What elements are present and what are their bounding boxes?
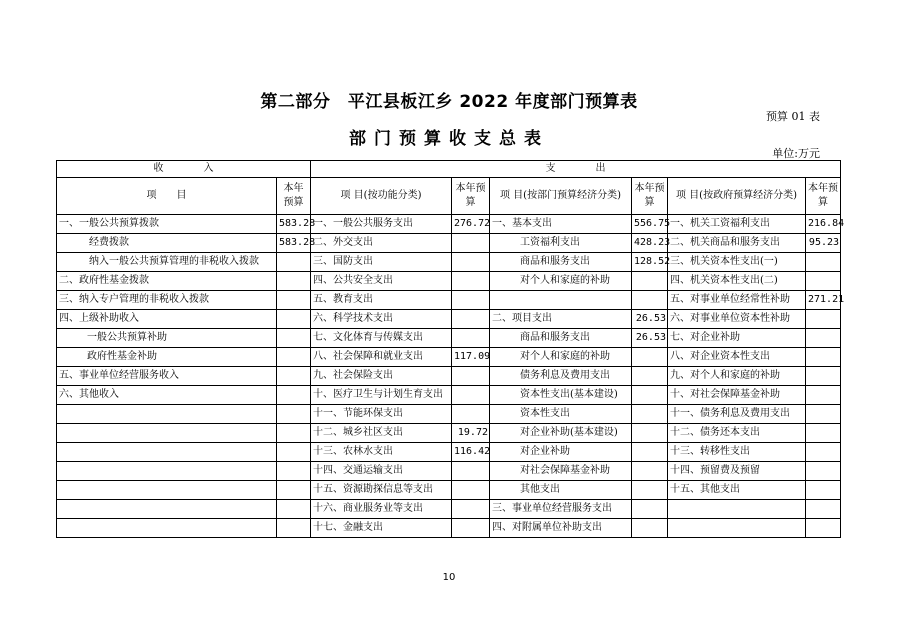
gov-econ-item: 十、对社会保障基金补助	[668, 386, 806, 405]
func-item: 十二、城乡社区支出	[311, 424, 452, 443]
table-row	[57, 443, 841, 462]
dept-econ-item: 资本性支出	[490, 405, 632, 424]
table-subtitle: 部门预算收支总表	[349, 129, 549, 149]
dept-econ-item: 二、项目支出	[490, 310, 632, 329]
income-amount	[277, 462, 311, 481]
col-header-gov-econ: 项 目(按政府预算经济分类)	[668, 178, 806, 215]
dept-econ-amount	[632, 519, 668, 538]
dept-econ-amount	[632, 500, 668, 519]
dept-econ-item: 工资福利支出	[490, 234, 632, 253]
dept-econ-amount	[632, 386, 668, 405]
income-amount: 583.28	[277, 234, 311, 253]
table-row	[57, 329, 841, 348]
gov-econ-amount	[806, 424, 841, 443]
dept-econ-amount	[632, 462, 668, 481]
table-column-header	[57, 178, 841, 215]
table-group-header	[57, 161, 841, 178]
func-amount	[452, 291, 490, 310]
func-amount: 117.09	[452, 348, 490, 367]
func-amount	[452, 329, 490, 348]
func-item: 九、社会保险支出	[311, 367, 452, 386]
income-item	[57, 519, 277, 538]
income-item	[57, 500, 277, 519]
gov-econ-item: 二、机关商品和服务支出	[668, 234, 806, 253]
table-row	[57, 386, 841, 405]
dept-econ-amount: 128.52	[632, 253, 668, 272]
table-row	[57, 500, 841, 519]
gov-econ-item: 九、对个人和家庭的补助	[668, 367, 806, 386]
func-item: 二、外交支出	[311, 234, 452, 253]
dept-econ-item: 对企业补助	[490, 443, 632, 462]
table-row	[57, 405, 841, 424]
income-amount	[277, 310, 311, 329]
income-amount	[277, 272, 311, 291]
func-amount	[452, 519, 490, 538]
col-header-budget: 本年预算	[632, 178, 668, 215]
income-item: 政府性基金补助	[57, 348, 277, 367]
dept-econ-item: 三、事业单位经营服务支出	[490, 500, 632, 519]
income-amount	[277, 329, 311, 348]
gov-econ-amount	[806, 500, 841, 519]
dept-econ-amount	[632, 481, 668, 500]
gov-econ-amount: 216.84	[806, 215, 841, 234]
income-item: 一、一般公共预算拨款	[57, 215, 277, 234]
unit-label: 单位:万元	[772, 147, 820, 160]
income-amount	[277, 500, 311, 519]
dept-econ-item: 对企业补助(基本建设)	[490, 424, 632, 443]
gov-econ-amount	[806, 443, 841, 462]
dept-econ-amount	[632, 291, 668, 310]
func-item: 八、社会保障和就业支出	[311, 348, 452, 367]
income-amount	[277, 367, 311, 386]
func-item: 十六、商业服务业等支出	[311, 500, 452, 519]
func-item: 十一、节能环保支出	[311, 405, 452, 424]
col-header-item: 项 目	[57, 178, 277, 215]
func-item: 一、一般公共服务支出	[311, 215, 452, 234]
dept-econ-item: 商品和服务支出	[490, 329, 632, 348]
gov-econ-amount	[806, 348, 841, 367]
func-amount: 116.42	[452, 443, 490, 462]
func-amount: 19.72	[452, 424, 490, 443]
dept-econ-item: 债务利息及费用支出	[490, 367, 632, 386]
table-row	[57, 348, 841, 367]
income-item: 纳入一般公共预算管理的非税收入拨款	[57, 253, 277, 272]
expense-group-header: 支 出	[311, 161, 841, 178]
func-item: 七、文化体育与传媒支出	[311, 329, 452, 348]
func-item: 四、公共安全支出	[311, 272, 452, 291]
table-row	[57, 234, 841, 253]
dept-econ-item: 对个人和家庭的补助	[490, 348, 632, 367]
func-item: 六、科学技术支出	[311, 310, 452, 329]
dept-econ-item: 对社会保障基金补助	[490, 462, 632, 481]
gov-econ-amount	[806, 272, 841, 291]
income-amount	[277, 481, 311, 500]
gov-econ-item: 十二、债务还本支出	[668, 424, 806, 443]
col-header-func: 项 目(按功能分类)	[311, 178, 452, 215]
table-row	[57, 519, 841, 538]
income-item: 五、事业单位经营服务收入	[57, 367, 277, 386]
dept-econ-amount	[632, 272, 668, 291]
func-amount: 276.72	[452, 215, 490, 234]
gov-econ-item: 十一、债务利息及费用支出	[668, 405, 806, 424]
gov-econ-item: 十三、转移性支出	[668, 443, 806, 462]
page-title: 第二部分 平江县板江乡 2022 年度部门预算表	[260, 92, 638, 112]
dept-econ-amount: 26.53	[632, 329, 668, 348]
func-item: 十三、农林水支出	[311, 443, 452, 462]
gov-econ-item: 七、对企业补助	[668, 329, 806, 348]
col-header-budget: 本年预算	[806, 178, 841, 215]
gov-econ-amount	[806, 329, 841, 348]
func-item: 十七、金融支出	[311, 519, 452, 538]
col-header-dept-econ: 项 目(按部门预算经济分类)	[490, 178, 632, 215]
gov-econ-item: 一、机关工资福利支出	[668, 215, 806, 234]
table-row	[57, 310, 841, 329]
income-item	[57, 424, 277, 443]
dept-econ-amount: 428.23	[632, 234, 668, 253]
income-amount	[277, 424, 311, 443]
func-item: 十四、交通运输支出	[311, 462, 452, 481]
income-amount	[277, 253, 311, 272]
func-amount	[452, 310, 490, 329]
income-item	[57, 405, 277, 424]
gov-econ-amount	[806, 367, 841, 386]
income-amount	[277, 443, 311, 462]
table-row	[57, 253, 841, 272]
income-amount	[277, 348, 311, 367]
gov-econ-amount: 271.21	[806, 291, 841, 310]
gov-econ-amount	[806, 386, 841, 405]
income-amount	[277, 291, 311, 310]
table-row	[57, 215, 841, 234]
func-amount	[452, 481, 490, 500]
gov-econ-item: 十四、预留费及预留	[668, 462, 806, 481]
page-number: 10	[442, 572, 456, 583]
budget-table	[56, 160, 845, 538]
gov-econ-amount	[806, 253, 841, 272]
gov-econ-amount	[806, 462, 841, 481]
dept-econ-item: 一、基本支出	[490, 215, 632, 234]
func-amount	[452, 234, 490, 253]
income-item: 经费拨款	[57, 234, 277, 253]
income-item: 二、政府性基金拨款	[57, 272, 277, 291]
func-item: 五、教育支出	[311, 291, 452, 310]
income-item: 三、纳入专户管理的非税收入拨款	[57, 291, 277, 310]
gov-econ-amount	[806, 405, 841, 424]
income-item: 四、上级补助收入	[57, 310, 277, 329]
gov-econ-item: 五、对事业单位经常性补助	[668, 291, 806, 310]
dept-econ-item: 其他支出	[490, 481, 632, 500]
func-item: 十、医疗卫生与计划生育支出	[311, 386, 452, 405]
income-item	[57, 481, 277, 500]
gov-econ-item: 八、对企业资本性支出	[668, 348, 806, 367]
income-item: 一般公共预算补助	[57, 329, 277, 348]
income-item	[57, 462, 277, 481]
table-row	[57, 291, 841, 310]
table-code: 预算 01 表	[766, 110, 820, 123]
income-group-header: 收 入	[57, 161, 311, 178]
col-header-budget: 本年预算	[452, 178, 490, 215]
dept-econ-amount	[632, 405, 668, 424]
table-row	[57, 272, 841, 291]
gov-econ-item: 三、机关资本性支出(一)	[668, 253, 806, 272]
dept-econ-amount	[632, 443, 668, 462]
gov-econ-amount	[806, 519, 841, 538]
income-amount	[277, 519, 311, 538]
income-amount	[277, 405, 311, 424]
table-row	[57, 367, 841, 386]
func-amount	[452, 253, 490, 272]
table-row	[57, 424, 841, 443]
col-header-budget: 本年预算	[277, 178, 311, 215]
dept-econ-item	[490, 291, 632, 310]
income-amount: 583.28	[277, 215, 311, 234]
dept-econ-amount	[632, 424, 668, 443]
dept-econ-amount	[632, 367, 668, 386]
dept-econ-amount: 26.53	[632, 310, 668, 329]
income-item	[57, 443, 277, 462]
func-amount	[452, 500, 490, 519]
gov-econ-item: 四、机关资本性支出(二)	[668, 272, 806, 291]
func-amount	[452, 386, 490, 405]
dept-econ-item: 资本性支出(基本建设)	[490, 386, 632, 405]
gov-econ-item: 六、对事业单位资本性补助	[668, 310, 806, 329]
dept-econ-item: 四、对附属单位补助支出	[490, 519, 632, 538]
func-amount	[452, 405, 490, 424]
income-item: 六、其他收入	[57, 386, 277, 405]
gov-econ-item: 十五、其他支出	[668, 481, 806, 500]
func-item: 三、国防支出	[311, 253, 452, 272]
gov-econ-item	[668, 519, 806, 538]
func-amount	[452, 462, 490, 481]
gov-econ-amount	[806, 481, 841, 500]
func-item: 十五、资源勘探信息等支出	[311, 481, 452, 500]
gov-econ-amount: 95.23	[806, 234, 841, 253]
dept-econ-amount: 556.75	[632, 215, 668, 234]
table-row	[57, 462, 841, 481]
gov-econ-item	[668, 500, 806, 519]
func-amount	[452, 272, 490, 291]
gov-econ-amount	[806, 310, 841, 329]
table-row	[57, 481, 841, 500]
dept-econ-item: 对个人和家庭的补助	[490, 272, 632, 291]
dept-econ-item: 商品和服务支出	[490, 253, 632, 272]
func-amount	[452, 367, 490, 386]
income-amount	[277, 386, 311, 405]
dept-econ-amount	[632, 348, 668, 367]
